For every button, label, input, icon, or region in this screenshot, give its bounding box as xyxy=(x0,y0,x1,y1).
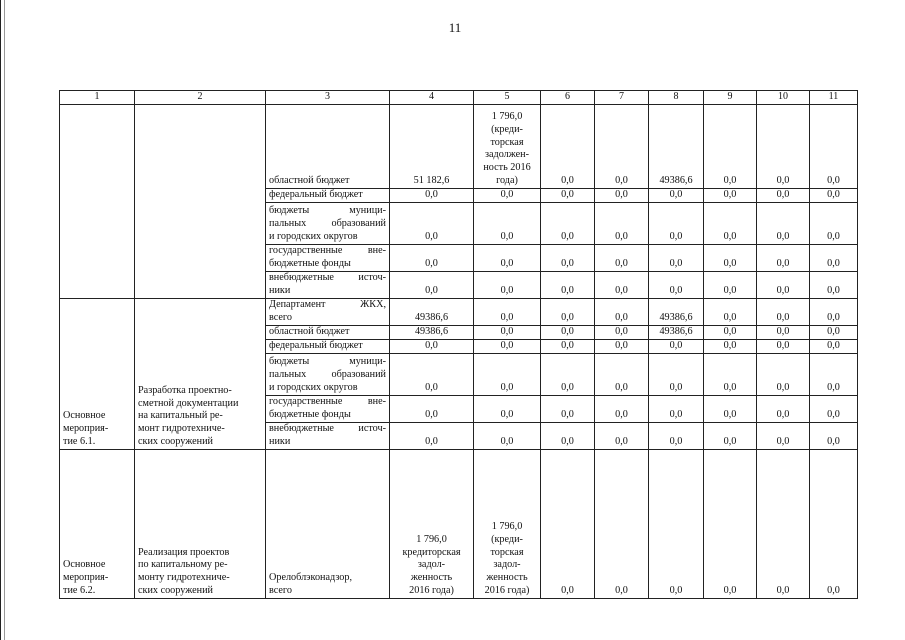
measure-cell xyxy=(60,449,135,598)
cell-value: 51 182,6 xyxy=(390,104,474,188)
cell-line: ность 2016 xyxy=(483,162,531,174)
cell-line: кредиторская xyxy=(402,546,461,558)
cell-value: 0,0 xyxy=(595,449,649,598)
cell-value: 0,0 xyxy=(649,449,704,598)
cell-value: 0,0 xyxy=(390,422,474,449)
cell-line: бюджетные фонды xyxy=(269,258,351,269)
col-header: 4 xyxy=(390,91,474,105)
cell-value: 0,0 xyxy=(757,271,810,298)
cell-line: (креди- xyxy=(491,533,523,545)
cell-value: 0,0 xyxy=(704,104,757,188)
cell-value: 0,0 xyxy=(757,298,810,325)
cell-value: 0,0 xyxy=(757,244,810,271)
col-header: 10 xyxy=(757,91,810,105)
cell-value: 0,0 xyxy=(757,325,810,339)
cell-value: 0,0 xyxy=(474,244,541,271)
cell-line: пальных образований xyxy=(269,218,386,230)
measure-description xyxy=(135,449,266,598)
cell-line: и городских округов xyxy=(269,382,358,393)
cell-line: сметной документации xyxy=(138,397,239,409)
cell-value: 0,0 xyxy=(595,271,649,298)
cell-value: 0,0 xyxy=(541,202,595,244)
cell-value: 0,0 xyxy=(810,188,858,202)
cell-value: 0,0 xyxy=(474,353,541,395)
col-header: 8 xyxy=(649,91,704,105)
cell-value: 0,0 xyxy=(810,104,858,188)
cell-value: 0,0 xyxy=(757,353,810,395)
cell-value: 0,0 xyxy=(810,202,858,244)
cell-value: 0,0 xyxy=(704,271,757,298)
cell-value: 0,0 xyxy=(649,395,704,422)
cell-value: 0,0 xyxy=(474,298,541,325)
cell-line: бюджеты муници- xyxy=(269,205,386,217)
cell-value: 0,0 xyxy=(757,339,810,353)
cell-line: торская xyxy=(490,546,524,558)
cell-value: 49386,6 xyxy=(649,325,704,339)
cell-line: Департамент ЖКХ, xyxy=(269,299,386,311)
cell-value: 0,0 xyxy=(595,188,649,202)
table-row xyxy=(60,104,858,188)
cell-line: 2016 года) xyxy=(484,585,530,596)
cell-source-multiline xyxy=(266,449,390,598)
page-number: 11 xyxy=(448,20,462,35)
cell-value: 0,0 xyxy=(541,188,595,202)
cell-value: 0,0 xyxy=(810,395,858,422)
col-header: 9 xyxy=(704,91,757,105)
cell-source-multiline xyxy=(266,202,390,244)
cell-empty xyxy=(135,104,266,298)
cell-value: 0,0 xyxy=(704,422,757,449)
col-header: 6 xyxy=(541,91,595,105)
cell-line: ники xyxy=(269,436,291,447)
cell-value: 0,0 xyxy=(810,244,858,271)
cell-value: 0,0 xyxy=(704,298,757,325)
cell-value: 0,0 xyxy=(810,353,858,395)
cell-source-multiline xyxy=(266,395,390,422)
cell-line: задол- xyxy=(493,559,521,571)
col-header: 11 xyxy=(810,91,858,105)
cell-value: 0,0 xyxy=(595,339,649,353)
cell-line: ники xyxy=(269,285,291,296)
cell-line: ских сооружений xyxy=(138,436,213,447)
cell-line: мероприя- xyxy=(63,423,109,435)
cell-value: 0,0 xyxy=(474,202,541,244)
cell-line: и городских округов xyxy=(269,231,358,242)
cell-line: пальных образований xyxy=(269,369,386,381)
cell-value: 0,0 xyxy=(704,202,757,244)
measure-cell xyxy=(60,298,135,449)
cell-value: 0,0 xyxy=(810,325,858,339)
cell-value: 0,0 xyxy=(757,395,810,422)
cell-value: 0,0 xyxy=(649,244,704,271)
cell-value: 0,0 xyxy=(649,202,704,244)
cell-line: государственные вне- xyxy=(269,245,386,257)
cell-value: 0,0 xyxy=(541,325,595,339)
cell-line: Реализация проектов xyxy=(138,546,230,558)
cell-value: 0,0 xyxy=(704,353,757,395)
cell-value: 0,0 xyxy=(541,298,595,325)
cell-source: областной бюджет xyxy=(266,104,390,188)
cell-value: 0,0 xyxy=(474,325,541,339)
table-row xyxy=(60,298,858,325)
cell-source-multiline xyxy=(266,298,390,325)
cell-value: 0,0 xyxy=(595,298,649,325)
cell-value: 0,0 xyxy=(541,422,595,449)
cell-value: 0,0 xyxy=(541,339,595,353)
cell-value: 49386,6 xyxy=(649,104,704,188)
header-row xyxy=(60,91,858,105)
cell-line: 1 796,0 xyxy=(491,111,523,123)
col-header: 3 xyxy=(266,91,390,105)
cell-line: (креди- xyxy=(491,123,523,135)
cell-line: 1 796,0 xyxy=(416,533,447,545)
cell-value: 49386,6 xyxy=(390,298,474,325)
cell-source: федеральный бюджет xyxy=(266,339,390,353)
cell-value: 0,0 xyxy=(390,271,474,298)
cell-line: 1 796,0 xyxy=(491,521,523,533)
budget-table xyxy=(59,90,858,599)
cell-line: монт гидротехниче- xyxy=(138,423,225,435)
cell-value: 0,0 xyxy=(390,202,474,244)
cell-value: 0,0 xyxy=(541,271,595,298)
cell-source-multiline xyxy=(266,422,390,449)
cell-value: 0,0 xyxy=(390,188,474,202)
page-edge-line xyxy=(0,0,1,640)
cell-value: 0,0 xyxy=(595,104,649,188)
cell-value-multiline xyxy=(390,449,474,598)
col-header: 1 xyxy=(60,91,135,105)
cell-value: 0,0 xyxy=(649,353,704,395)
cell-value: 0,0 xyxy=(474,395,541,422)
cell-value: 0,0 xyxy=(757,188,810,202)
cell-value: 0,0 xyxy=(649,271,704,298)
cell-line: Основное xyxy=(63,559,106,571)
cell-value-multiline xyxy=(474,449,541,598)
cell-value: 0,0 xyxy=(474,422,541,449)
cell-value-multiline xyxy=(474,104,541,188)
cell-empty xyxy=(60,104,135,298)
cell-value: 0,0 xyxy=(810,298,858,325)
cell-source-multiline xyxy=(266,353,390,395)
cell-line: задолжен- xyxy=(484,149,530,161)
cell-value: 0,0 xyxy=(810,422,858,449)
cell-value: 0,0 xyxy=(810,339,858,353)
cell-value: 0,0 xyxy=(757,202,810,244)
cell-value: 0,0 xyxy=(541,449,595,598)
cell-value: 0,0 xyxy=(390,395,474,422)
cell-source-multiline xyxy=(266,271,390,298)
cell-value: 0,0 xyxy=(541,244,595,271)
cell-line: торская xyxy=(490,136,524,148)
cell-line: государственные вне- xyxy=(269,396,386,408)
cell-line: ских сооружений xyxy=(138,585,213,596)
cell-line: мероприя- xyxy=(63,572,109,584)
col-header: 2 xyxy=(135,91,266,105)
cell-source: федеральный бюджет xyxy=(266,188,390,202)
cell-value: 0,0 xyxy=(757,104,810,188)
cell-value: 0,0 xyxy=(757,422,810,449)
cell-value: 0,0 xyxy=(595,422,649,449)
cell-value: 0,0 xyxy=(474,271,541,298)
cell-value: 0,0 xyxy=(649,422,704,449)
cell-line: на капитальный ре- xyxy=(138,410,223,422)
cell-value: 49386,6 xyxy=(390,325,474,339)
cell-line: внебюджетные источ- xyxy=(269,272,386,284)
cell-value: 0,0 xyxy=(541,353,595,395)
cell-value: 0,0 xyxy=(595,202,649,244)
cell-line: Основное xyxy=(63,410,106,422)
cell-value: 0,0 xyxy=(704,244,757,271)
cell-source: областной бюджет xyxy=(266,325,390,339)
cell-value: 0,0 xyxy=(474,188,541,202)
page-edge-line-inner xyxy=(4,0,5,640)
cell-line: 2016 года) xyxy=(409,585,454,596)
cell-value: 0,0 xyxy=(704,449,757,598)
cell-line: всего xyxy=(269,585,292,596)
cell-line: женность xyxy=(410,572,453,584)
cell-value: 0,0 xyxy=(595,395,649,422)
col-header: 5 xyxy=(474,91,541,105)
table-row xyxy=(60,449,858,598)
cell-line: тие 6.2. xyxy=(63,585,96,596)
measure-description xyxy=(135,298,266,449)
cell-line: Разработка проектно- xyxy=(138,384,232,396)
cell-value: 0,0 xyxy=(704,325,757,339)
cell-value: 0,0 xyxy=(649,339,704,353)
cell-value: 0,0 xyxy=(474,339,541,353)
cell-value: 0,0 xyxy=(595,353,649,395)
cell-value: 0,0 xyxy=(810,449,858,598)
cell-line: тие 6.1. xyxy=(63,436,96,447)
cell-value: 0,0 xyxy=(390,353,474,395)
cell-line: женность xyxy=(486,572,528,584)
cell-line: задол- xyxy=(417,559,446,571)
cell-line: всего xyxy=(269,312,292,323)
cell-line: года) xyxy=(496,175,518,186)
cell-line: монту гидротехниче- xyxy=(138,572,230,584)
cell-value: 0,0 xyxy=(595,244,649,271)
cell-value: 0,0 xyxy=(810,271,858,298)
cell-line: по капитальному ре- xyxy=(138,559,228,571)
cell-value: 0,0 xyxy=(649,188,704,202)
cell-value: 0,0 xyxy=(541,104,595,188)
cell-value: 0,0 xyxy=(757,449,810,598)
col-header: 7 xyxy=(595,91,649,105)
cell-line: бюджетные фонды xyxy=(269,409,351,420)
cell-value: 0,0 xyxy=(390,339,474,353)
cell-line: внебюджетные источ- xyxy=(269,423,386,435)
cell-value: 0,0 xyxy=(704,395,757,422)
cell-value: 0,0 xyxy=(541,395,595,422)
cell-value: 0,0 xyxy=(595,325,649,339)
cell-value: 0,0 xyxy=(704,339,757,353)
cell-value: 0,0 xyxy=(704,188,757,202)
cell-source-multiline xyxy=(266,244,390,271)
cell-value: 0,0 xyxy=(390,244,474,271)
cell-value: 49386,6 xyxy=(649,298,704,325)
cell-line: бюджеты муници- xyxy=(269,356,386,368)
cell-line: Орелоблэконадзор, xyxy=(269,572,353,584)
